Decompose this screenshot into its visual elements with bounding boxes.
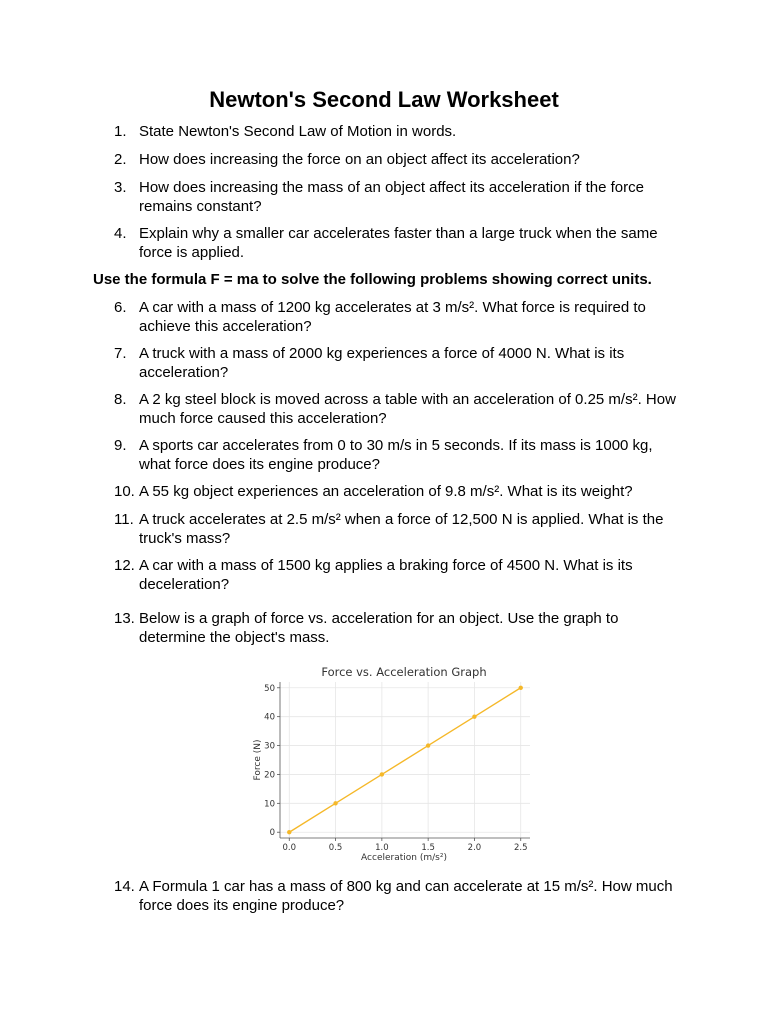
question-text: A truck accelerates at 2.5 m/s² when a force of 12,500 N is applied. What is the truck's mass? — [139, 511, 664, 547]
question-text: A Formula 1 car has a mass of 800 kg and can accelerate at 15 m/s². How much force does its engine produce? — [139, 878, 673, 914]
x-tick-label: 0.5 — [328, 843, 343, 853]
y-tick-label: 40 — [264, 712, 275, 723]
data-point — [519, 686, 523, 690]
question-number: 7. — [114, 345, 127, 362]
question-number: 9. — [114, 437, 127, 454]
chart-ylabel: Force (N) — [253, 739, 263, 781]
question-text: A truck with a mass of 2000 kg experiences a force of 4000 N. What is its acceleration? — [139, 345, 625, 381]
data-point — [333, 801, 337, 805]
chart-xlabel: Acceleration (m/s²) — [361, 853, 447, 863]
question-item — [114, 299, 684, 336]
question-number: 6. — [114, 299, 127, 316]
y-tick-label: 10 — [264, 799, 275, 810]
x-tick-label: 1.5 — [421, 843, 435, 853]
question-number: 3. — [114, 179, 127, 196]
instruction-text: Use the formula F = ma to solve the following problems showing correct units. — [93, 271, 652, 288]
question-item — [114, 557, 684, 594]
question-item — [114, 878, 684, 915]
question-item — [114, 123, 684, 142]
question-number: 8. — [114, 391, 127, 408]
question-item — [114, 511, 684, 548]
question-item — [114, 610, 684, 647]
page-title: Newton's Second Law Worksheet — [209, 87, 559, 112]
series-line — [289, 688, 520, 832]
question-text: Below is a graph of force vs. acceleration for an object. Use the graph to determine the object's mass. — [139, 610, 619, 646]
question-text: A sports car accelerates from 0 to 30 m/s in 5 seconds. If its mass is 1000 kg, what force does its engine produce? — [139, 437, 653, 473]
y-tick-label: 0 — [269, 828, 275, 839]
question-number: 13. — [114, 610, 135, 627]
question-item — [114, 437, 684, 474]
question-number: 10. — [114, 483, 135, 500]
question-number: 1. — [114, 123, 127, 140]
question-text: Explain why a smaller car accelerates faster than a large truck when the same force is applied. — [139, 225, 658, 261]
question-text: A car with a mass of 1200 kg accelerates at 3 m/s². What force is required to achieve this acceleration? — [139, 299, 646, 335]
x-tick-label: 2.0 — [467, 843, 482, 853]
y-tick-label: 50 — [264, 683, 275, 694]
question-text: A car with a mass of 1500 kg applies a braking force of 4500 N. What is its deceleration? — [139, 557, 633, 593]
question-item — [114, 391, 684, 428]
y-tick-label: 20 — [264, 770, 275, 781]
question-text: State Newton's Second Law of Motion in words. — [139, 123, 457, 140]
question-text: A 55 kg object experiences an acceleration of 9.8 m/s². What is its weight? — [139, 483, 633, 500]
question-item — [114, 151, 684, 170]
question-number: 2. — [114, 151, 127, 168]
x-tick-label: 0.0 — [282, 843, 297, 853]
question-item — [114, 345, 684, 382]
x-tick-label: 2.5 — [513, 843, 528, 853]
question-number: 11. — [114, 511, 134, 528]
data-point — [426, 743, 430, 747]
question-item — [114, 483, 684, 502]
question-text: A 2 kg steel block is moved across a table with an acceleration of 0.25 m/s². How much force caused this acceleration? — [139, 391, 676, 427]
chart-title: Force vs. Acceleration Graph — [321, 665, 487, 679]
data-point — [472, 714, 476, 718]
question-number: 14. — [114, 878, 135, 895]
data-point — [380, 772, 384, 776]
question-number: 12. — [114, 557, 135, 574]
question-item — [114, 225, 684, 262]
question-number: 4. — [114, 225, 127, 242]
data-point — [287, 830, 291, 834]
question-text: How does increasing the mass of an object affect its acceleration if the force remains constant? — [139, 179, 644, 215]
question-item — [114, 179, 684, 216]
y-tick-label: 30 — [264, 741, 275, 752]
force-acceleration-chart — [244, 660, 544, 865]
question-text: How does increasing the force on an object affect its acceleration? — [139, 151, 580, 168]
x-tick-label: 1.0 — [375, 843, 389, 853]
